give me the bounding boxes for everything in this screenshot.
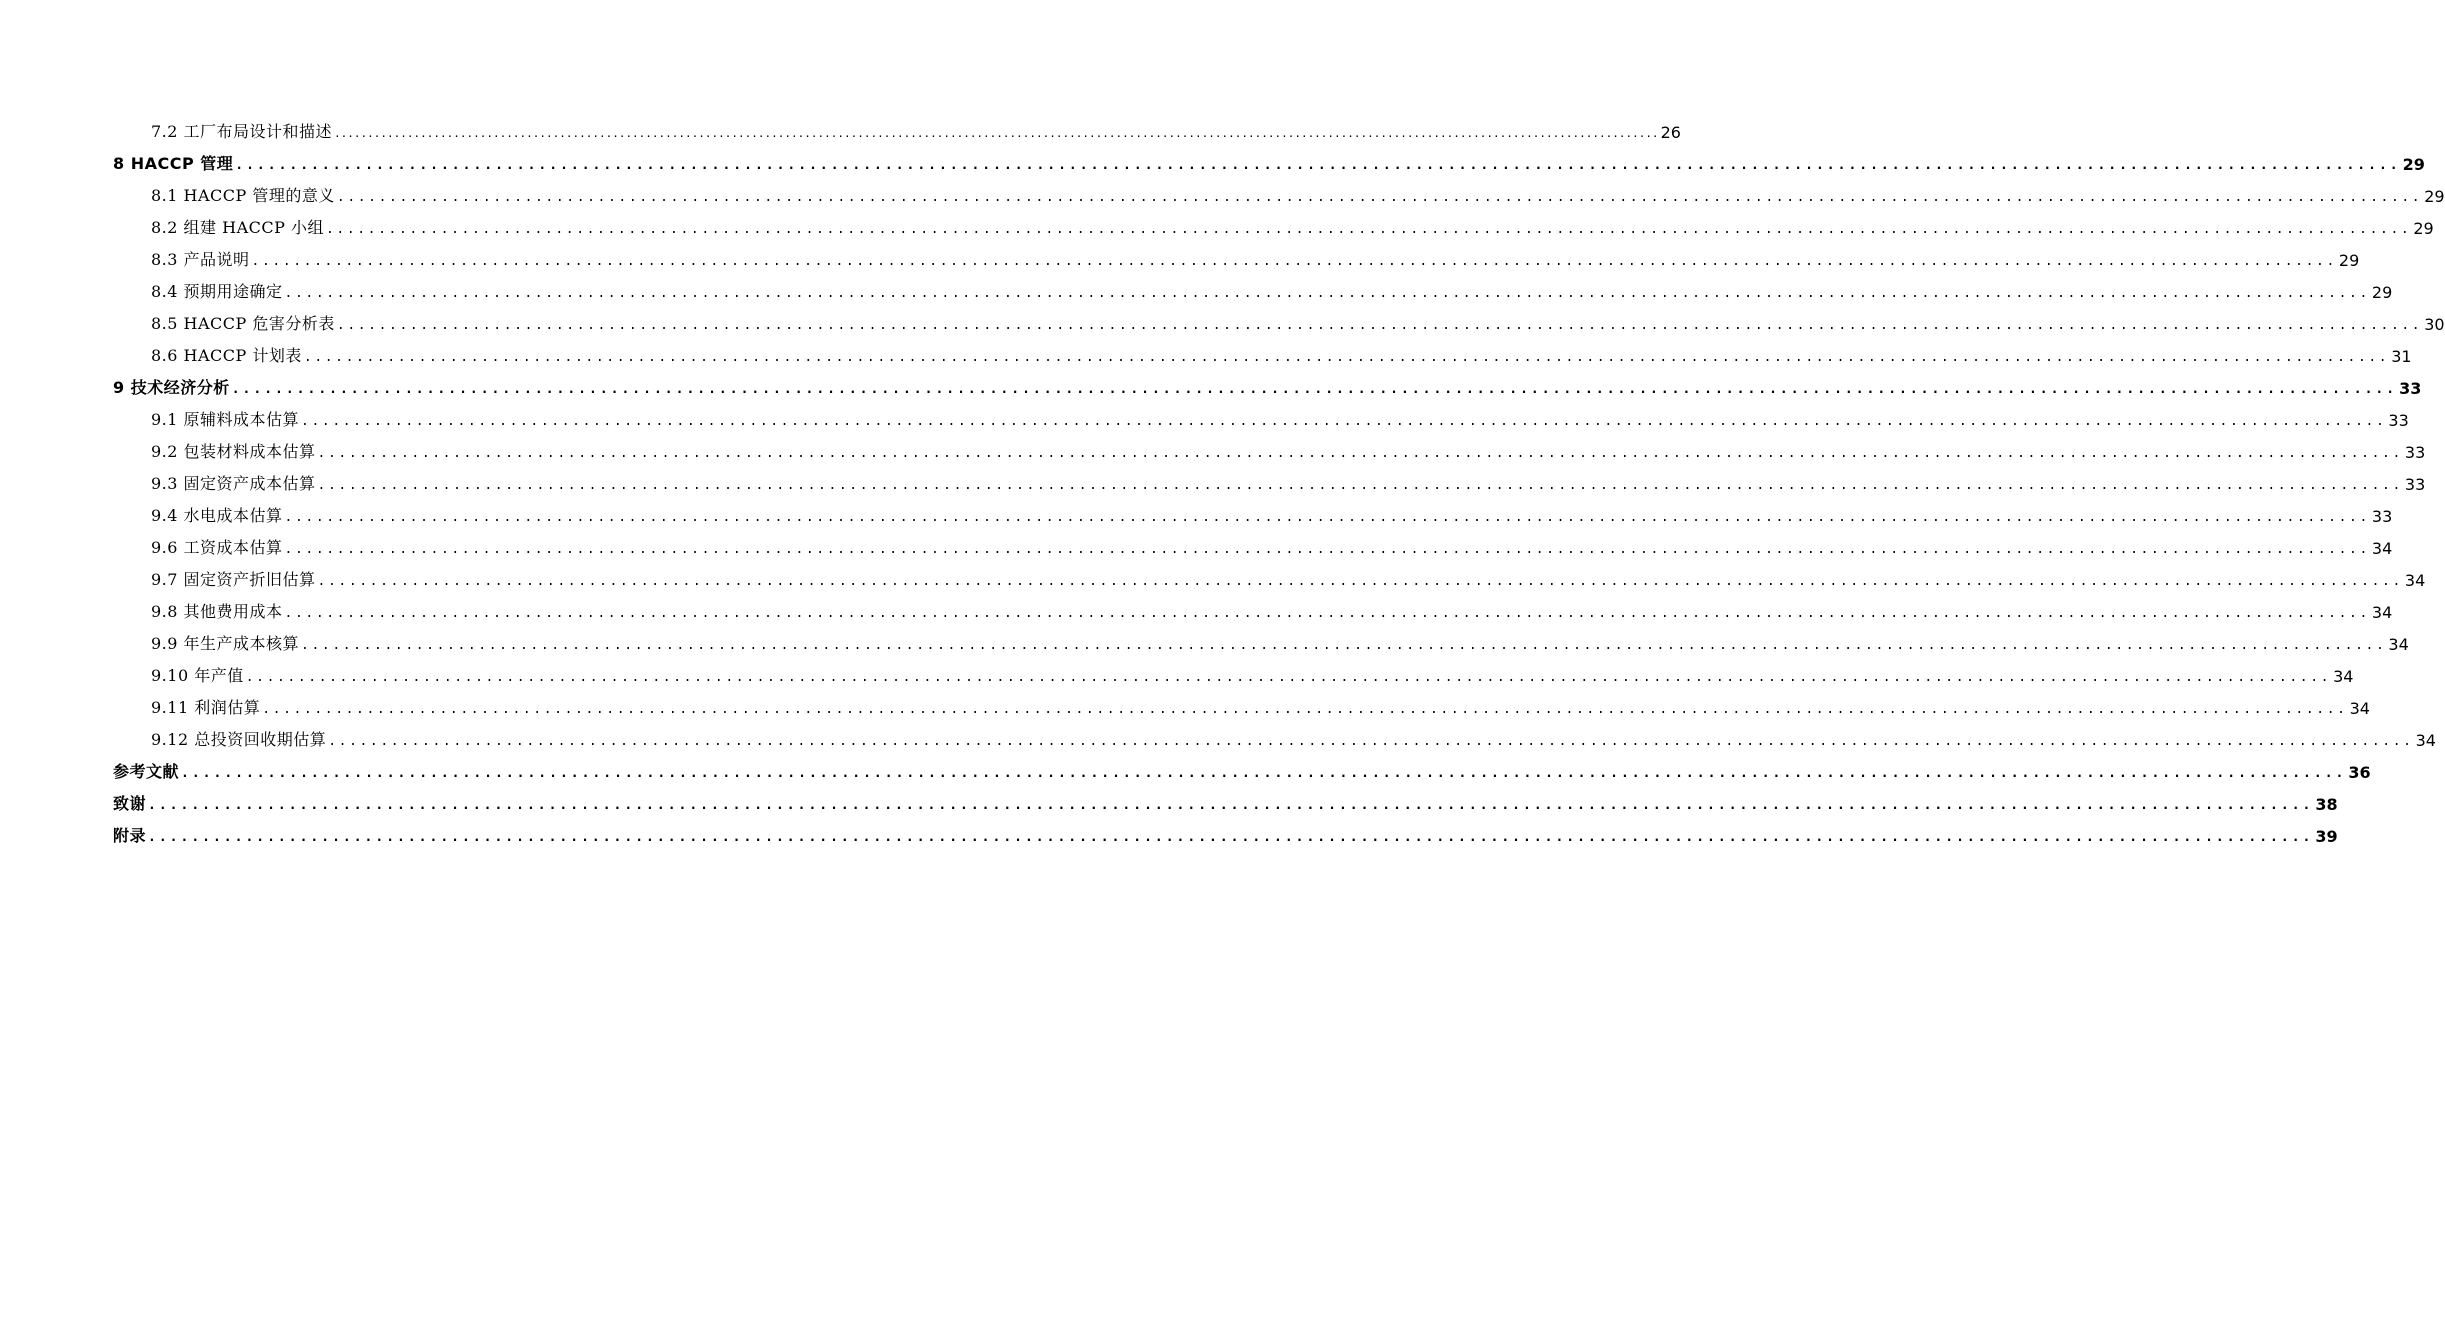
toc-entry[interactable] <box>113 564 2426 596</box>
toc-entry[interactable] <box>113 404 2409 436</box>
toc-dot-leader: ........................................................................................................................................................................................................ <box>148 830 2314 845</box>
toc-entry[interactable] <box>113 116 1681 148</box>
toc-entry-title: 7.2 工厂布局设计和描述 <box>151 122 333 141</box>
toc-dot-leader: ........................................................................................................................................................................................................ <box>334 127 1659 140</box>
toc-dot-leader: ........................................................................................................................................................................................................ <box>251 254 2337 269</box>
toc-entry-title: 9.1 原辅料成本估算 <box>151 410 300 429</box>
table-of-contents <box>113 116 2445 852</box>
toc-dot-leader: ........................................................................................................................................................................................................ <box>336 190 2423 205</box>
toc-entry[interactable] <box>113 660 2354 692</box>
toc-entry-title: 9.6 工资成本估算 <box>151 538 283 557</box>
toc-entry-title: 9.3 固定资产成本估算 <box>151 474 316 493</box>
toc-entry-page: 29 <box>2371 283 2393 302</box>
toc-entry-page: 29 <box>2402 155 2425 174</box>
toc-entry-page: 34 <box>2404 571 2426 590</box>
toc-entry-page: 30 <box>2424 315 2445 334</box>
toc-dot-leader: ........................................................................................................................................................................................................ <box>317 478 2403 493</box>
toc-entry[interactable] <box>113 308 2445 340</box>
toc-entry[interactable] <box>113 148 2425 180</box>
toc-entry[interactable] <box>113 180 2445 212</box>
toc-entry[interactable] <box>113 212 2434 244</box>
toc-entry-title: 9.12 总投资回收期估算 <box>151 730 327 749</box>
toc-entry[interactable] <box>113 372 2422 404</box>
toc-entry[interactable] <box>113 724 2436 756</box>
toc-entry[interactable] <box>113 532 2393 564</box>
toc-entry-page: 34 <box>2415 731 2436 750</box>
toc-entry-page: 26 <box>1660 123 1681 142</box>
toc-entry-title: 9.8 其他费用成本 <box>151 602 283 621</box>
toc-entry-title: 8.1 HACCP 管理的意义 <box>151 186 335 205</box>
toc-dot-leader: ........................................................................................................................................................................................................ <box>235 158 2401 173</box>
toc-entry-title: 附录 <box>113 826 147 845</box>
toc-entry-page: 33 <box>2388 411 2409 430</box>
toc-dot-leader: ........................................................................................................................................................................................................ <box>284 286 2370 301</box>
toc-entry[interactable] <box>113 276 2393 308</box>
toc-entry-page: 34 <box>2333 667 2354 686</box>
toc-entry-title: 9.4 水电成本估算 <box>151 506 283 525</box>
toc-entry-page: 36 <box>2348 763 2371 782</box>
toc-entry-title: 9.11 利润估算 <box>151 698 261 717</box>
toc-entry[interactable] <box>113 244 2360 276</box>
toc-entry-page: 33 <box>2404 475 2426 494</box>
toc-entry[interactable] <box>113 468 2426 500</box>
toc-entry[interactable] <box>113 820 2338 852</box>
toc-entry[interactable] <box>113 692 2370 724</box>
toc-entry-page: 33 <box>2404 443 2426 462</box>
toc-dot-leader: ........................................................................................................................................................................................................ <box>317 574 2403 589</box>
toc-dot-leader: ........................................................................................................................................................................................................ <box>262 702 2348 717</box>
toc-entry-page: 33 <box>2399 379 2422 398</box>
toc-entry[interactable] <box>113 500 2393 532</box>
toc-dot-leader: ........................................................................................................................................................................................................ <box>325 222 2412 237</box>
toc-dot-leader: ........................................................................................................................................................................................................ <box>245 670 2332 685</box>
toc-dot-leader: ........................................................................................................................................................................................................ <box>336 318 2423 333</box>
toc-dot-leader: ........................................................................................................................................................................................................ <box>328 734 2414 749</box>
toc-entry-title: 8.3 产品说明 <box>151 250 250 269</box>
toc-entry-title: 8.5 HACCP 危害分析表 <box>151 314 335 333</box>
toc-entry-page: 39 <box>2315 827 2338 846</box>
toc-dot-leader: ........................................................................................................................................................................................................ <box>284 542 2370 557</box>
toc-dot-leader: ........................................................................................................................................................................................................ <box>317 446 2403 461</box>
toc-entry-page: 34 <box>2371 603 2393 622</box>
toc-entry-title: 8.4 预期用途确定 <box>151 282 283 301</box>
toc-entry-page: 29 <box>2338 251 2360 270</box>
toc-entry-page: 34 <box>2371 539 2393 558</box>
toc-entry[interactable] <box>113 628 2409 660</box>
toc-entry-title: 8 HACCP 管理 <box>113 154 234 173</box>
toc-entry-page: 33 <box>2371 507 2393 526</box>
toc-dot-leader: ........................................................................................................................................................................................................ <box>148 798 2314 813</box>
toc-entry-title: 9 技术经济分析 <box>113 378 230 397</box>
toc-entry-page: 29 <box>2424 187 2445 206</box>
toc-dot-leader: ........................................................................................................................................................................................................ <box>181 766 2347 781</box>
toc-entry-title: 致谢 <box>113 794 147 813</box>
toc-entry-title: 9.7 固定资产折旧估算 <box>151 570 316 589</box>
toc-entry-title: 9.10 年产值 <box>151 666 244 685</box>
toc-entry-page: 31 <box>2391 347 2412 366</box>
toc-entry-title: 8.2 组建 HACCP 小组 <box>151 218 324 237</box>
toc-dot-leader: ........................................................................................................................................................................................................ <box>284 510 2370 525</box>
toc-entry[interactable] <box>113 596 2393 628</box>
toc-dot-leader: ........................................................................................................................................................................................................ <box>284 606 2370 621</box>
toc-entry-title: 9.2 包装材料成本估算 <box>151 442 316 461</box>
toc-entry-page: 34 <box>2388 635 2409 654</box>
toc-entry-page: 38 <box>2315 795 2338 814</box>
toc-dot-leader: ........................................................................................................................................................................................................ <box>301 638 2387 653</box>
toc-entry[interactable] <box>113 436 2426 468</box>
toc-entry[interactable] <box>113 756 2371 788</box>
toc-entry[interactable] <box>113 340 2412 372</box>
toc-dot-leader: ........................................................................................................................................................................................................ <box>301 414 2387 429</box>
toc-dot-leader: ........................................................................................................................................................................................................ <box>303 350 2390 365</box>
toc-entry[interactable] <box>113 788 2338 820</box>
toc-entry-title: 参考文献 <box>113 762 180 781</box>
toc-entry-title: 9.9 年生产成本核算 <box>151 634 300 653</box>
toc-entry-page: 34 <box>2349 699 2370 718</box>
toc-dot-leader: ........................................................................................................................................................................................................ <box>231 382 2398 397</box>
toc-entry-page: 29 <box>2413 219 2434 238</box>
toc-entry-title: 8.6 HACCP 计划表 <box>151 346 302 365</box>
